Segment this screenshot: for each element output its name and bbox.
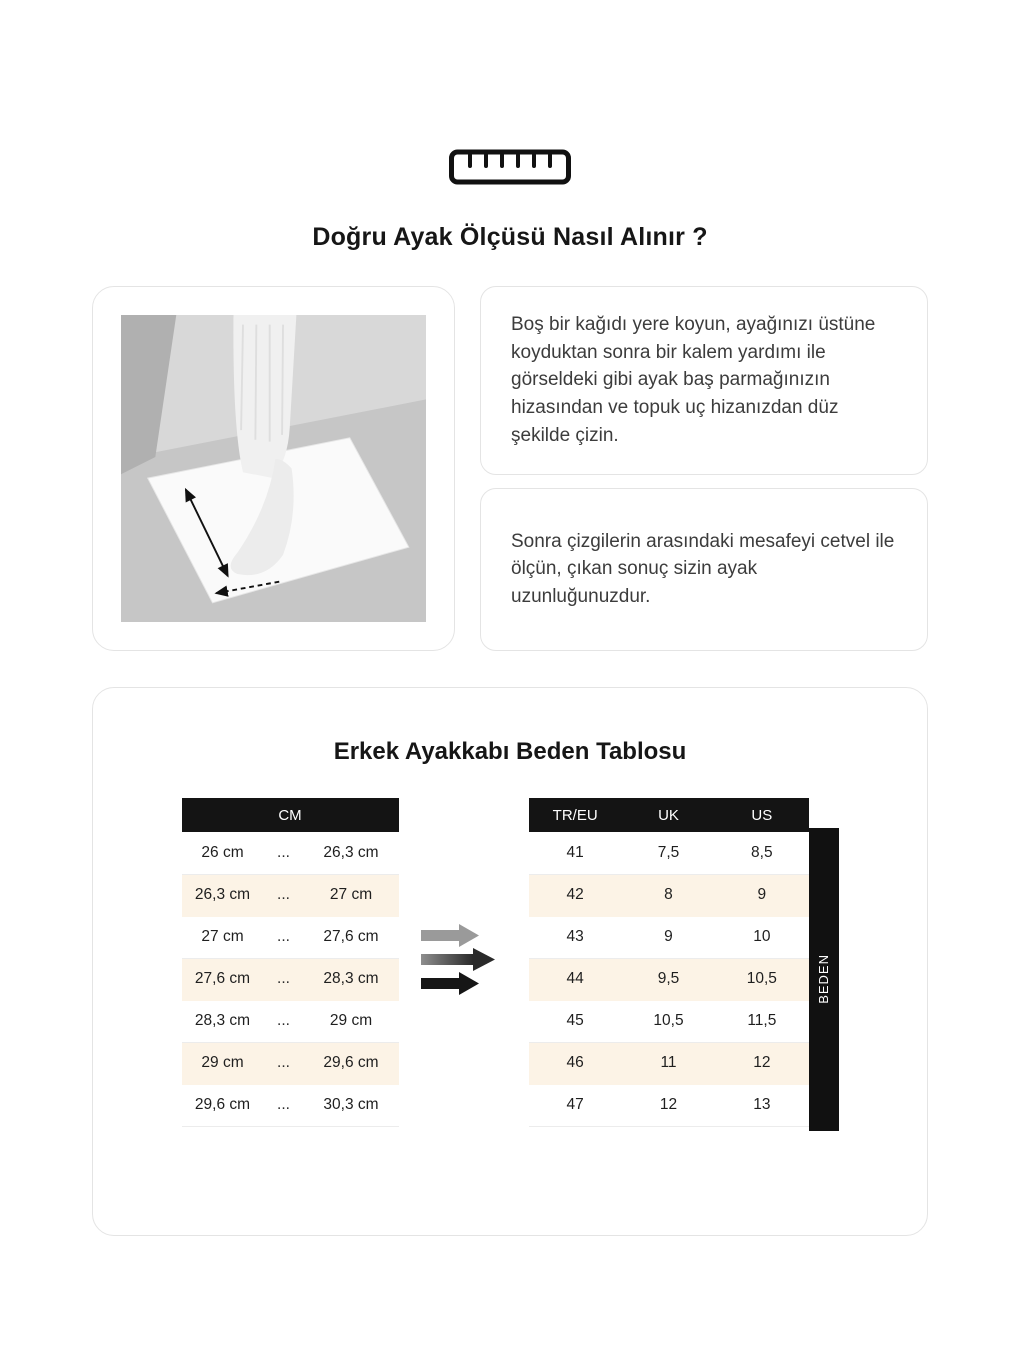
cm-dots: ... (264, 958, 304, 1000)
size-uk: 9 (622, 916, 715, 958)
how-to-section (0, 286, 1020, 651)
cm-table (182, 798, 399, 1127)
size-treu: 41 (529, 832, 622, 874)
size-table-wrap (529, 798, 839, 1127)
size-header-uk: UK (622, 798, 715, 832)
size-table-row (529, 916, 809, 958)
foot-measure-photo (121, 315, 426, 622)
size-uk: 9,5 (622, 958, 715, 1000)
cm-to: 29,6 cm (304, 1042, 399, 1084)
cm-to: 27,6 cm (304, 916, 399, 958)
cm-table-row (182, 916, 399, 958)
cm-dots: ... (264, 832, 304, 874)
size-table-row (529, 1084, 809, 1126)
ruler-icon (448, 147, 572, 187)
size-treu: 45 (529, 1000, 622, 1042)
cm-from: 29 cm (182, 1042, 264, 1084)
cm-to: 28,3 cm (304, 958, 399, 1000)
size-uk: 11 (622, 1042, 715, 1084)
cm-table-row (182, 1084, 399, 1126)
size-chart-title: Erkek Ayakkabı Beden Tablosu (333, 738, 687, 765)
size-treu: 46 (529, 1042, 622, 1084)
size-table-header-row (529, 798, 809, 832)
size-table-row (529, 958, 809, 1000)
cm-from: 29,6 cm (182, 1084, 264, 1126)
cm-dots: ... (264, 874, 304, 916)
beden-label: BEDEN (816, 954, 831, 1005)
size-treu: 44 (529, 958, 622, 1000)
cm-dots: ... (264, 1000, 304, 1042)
size-table-row (529, 874, 809, 916)
size-us: 13 (715, 1084, 808, 1126)
size-uk: 10,5 (622, 1000, 715, 1042)
size-chart-card (92, 687, 928, 1236)
beden-vertical-label-bar (809, 828, 839, 1131)
step-card-2 (480, 488, 928, 651)
size-us: 12 (715, 1042, 808, 1084)
size-us: 8,5 (715, 832, 808, 874)
cm-table-row (182, 1000, 399, 1042)
cm-table-row (182, 1042, 399, 1084)
size-uk: 8 (622, 874, 715, 916)
size-table (529, 798, 809, 1127)
size-table-row (529, 832, 809, 874)
cm-dots: ... (264, 916, 304, 958)
page-title: Doğru Ayak Ölçüsü Nasıl Alınır ? (312, 223, 708, 251)
step-card-1 (480, 286, 928, 475)
cm-from: 26 cm (182, 832, 264, 874)
size-table-row (529, 1042, 809, 1084)
size-uk: 12 (622, 1084, 715, 1126)
size-uk: 7,5 (622, 832, 715, 874)
size-header-us: US (715, 798, 808, 832)
foot-measure-photo-card (92, 286, 455, 651)
cm-to: 26,3 cm (304, 832, 399, 874)
size-treu: 47 (529, 1084, 622, 1126)
cm-table-header-row (182, 798, 399, 832)
size-us: 10 (715, 916, 808, 958)
cm-from: 26,3 cm (182, 874, 264, 916)
size-chart-tables (113, 798, 907, 1127)
ruler-icon-row (0, 147, 1020, 187)
step-1-text: Boş bir kağıdı yere koyun, ayağınızı üstüne koyduktan sonra bir kalem yardımı ile görseldeki gibi ayak baş parmağınızın hizasından ve topuk uç hizanızdan düz şekilde çizin. (511, 314, 876, 446)
instruction-steps (480, 286, 928, 651)
cm-table-row (182, 832, 399, 874)
size-header-treu: TR/EU (529, 798, 622, 832)
cm-from: 28,3 cm (182, 1000, 264, 1042)
size-treu: 43 (529, 916, 622, 958)
cm-table-header: CM (182, 798, 399, 832)
size-us: 11,5 (715, 1000, 808, 1042)
cm-to: 27 cm (304, 874, 399, 916)
size-us: 9 (715, 874, 808, 916)
cm-table-row (182, 874, 399, 916)
size-treu: 42 (529, 874, 622, 916)
size-table-row (529, 1000, 809, 1042)
cm-table-row (182, 958, 399, 1000)
cm-from: 27 cm (182, 916, 264, 958)
step-2-text: Sonra çizgilerin arasındaki mesafeyi cetvel ile ölçün, çıkan sonuç sizin ayak uzunluğunuzdur. (511, 530, 895, 608)
conversion-arrows-icon (421, 924, 507, 1001)
size-us: 10,5 (715, 958, 808, 1000)
cm-dots: ... (264, 1042, 304, 1084)
cm-dots: ... (264, 1084, 304, 1126)
cm-to: 30,3 cm (304, 1084, 399, 1126)
cm-to: 29 cm (304, 1000, 399, 1042)
cm-from: 27,6 cm (182, 958, 264, 1000)
